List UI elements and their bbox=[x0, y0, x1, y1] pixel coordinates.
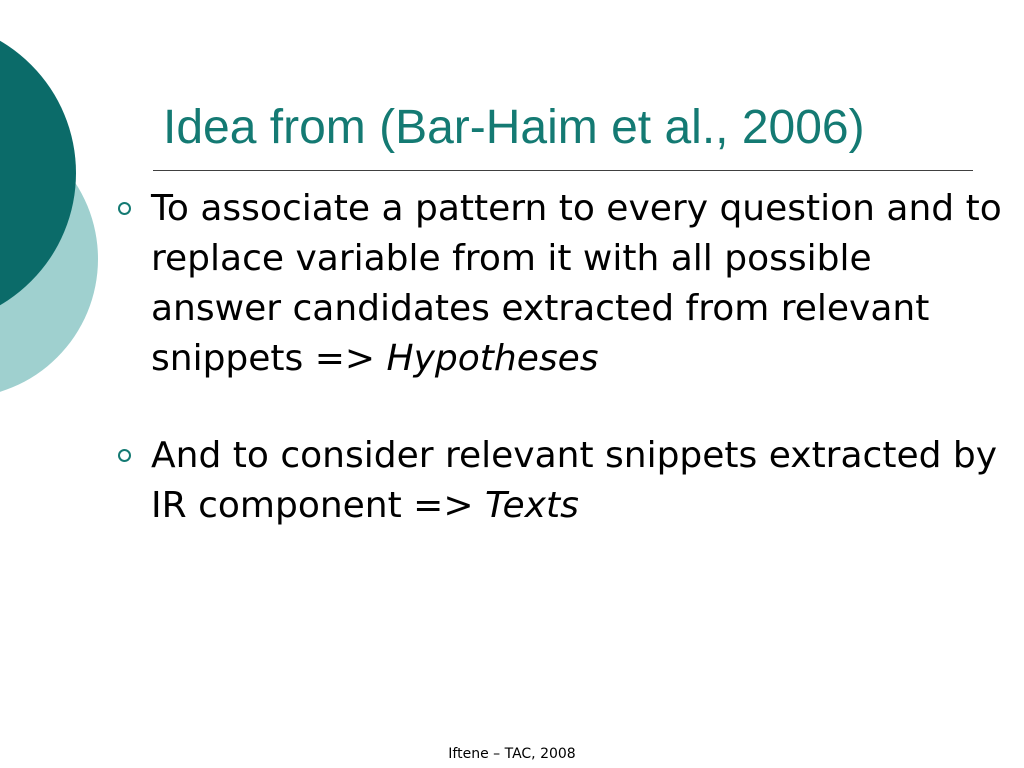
bullet-text: And to consider relevant snippets extracted by IR component => bbox=[151, 435, 998, 526]
bullet-item-texts bbox=[112, 431, 1012, 531]
footer-text: Iftene – TAC, 2008 bbox=[448, 746, 576, 762]
slide-title: Idea from (Bar-Haim et al., 2006) bbox=[163, 101, 865, 154]
bullet-list bbox=[112, 184, 1012, 531]
bullet-text: To associate a pattern to every question and to replace variable from it with all possible answer candidates extracted from relevant snippets => bbox=[151, 188, 1002, 379]
bullet-emphasis: Texts bbox=[484, 485, 579, 526]
slide-footer bbox=[0, 745, 1024, 763]
bullet-item-hypotheses bbox=[112, 184, 1012, 384]
hollow-circle-bullet-icon bbox=[118, 449, 131, 462]
title-underline bbox=[153, 170, 973, 171]
bullet-emphasis: Hypotheses bbox=[386, 338, 599, 379]
hollow-circle-bullet-icon bbox=[118, 202, 131, 215]
